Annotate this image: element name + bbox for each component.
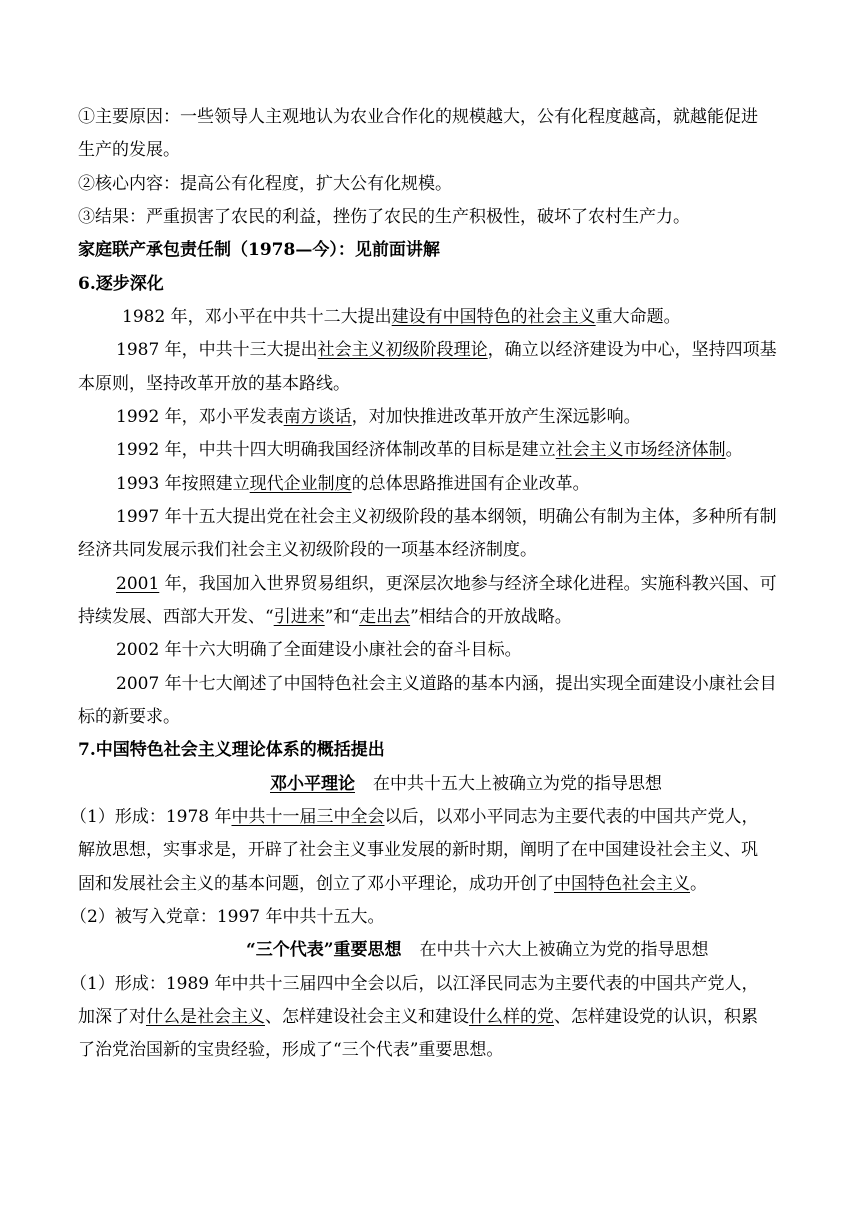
para-1992-southern-talks: 1992 年，邓小平发表南方谈话，对加快推进改革开放产生深远影响。 [116, 407, 641, 427]
three-represents-title: “三个代表”重要思想 [246, 940, 402, 960]
three-formation-line-3: 了治党治国新的宝贵经验，形成了“三个代表”重要思想。 [78, 1040, 504, 1060]
para-1997-line-1: 1997 年十五大提出党在社会主义初级阶段的基本纲领，明确公有制为主体，多种所有制 [116, 507, 777, 527]
underlined-term: 引进来 [273, 607, 325, 627]
deng-formation-line-2: 解放思想，实事求是，开辟了社会主义事业发展的新时期，阐明了在中国建设社会主义、巩 [78, 840, 758, 860]
underlined-term: 中共十一届三中全会 [231, 807, 385, 827]
para-1987-line-2: 本原则，坚持改革开放的基本路线。 [78, 374, 350, 394]
para-1992-14th-congress: 1992 年，中共十四大明确我国经济体制改革的目标是建立社会主义市场经济体制。 [116, 440, 743, 460]
para-2007-line-1: 2007 年十七大阐述了中国特色社会主义道路的基本内涵，提出实现全面建设小康社会目 [116, 674, 777, 694]
underlined-term: 南方谈话 [283, 407, 352, 427]
para-2007-line-2: 标的新要求。 [78, 707, 180, 727]
underlined-term: 社会主义市场经济体制 [555, 440, 726, 460]
deng-theory-title: 邓小平理论 [270, 774, 355, 794]
section-7-heading: 7.中国特色社会主义理论体系的概括提出 [78, 740, 385, 760]
three-represents-title-line [246, 938, 709, 962]
family-contract-heading: 家庭联产承包责任制（1978—今）：见前面讲解 [78, 240, 440, 260]
deng-written-into-constitution: （2）被写入党章：1997 年中共十五大。 [70, 907, 385, 927]
underlined-term: 建设有中国特色的社会主义 [391, 307, 596, 327]
three-represents-subtitle: 在中共十六大上被确立为党的指导思想 [419, 940, 709, 960]
underlined-term: 社会主义初级阶段理论 [317, 340, 488, 360]
three-formation-line-2: 加深了对什么是社会主义、怎样建设社会主义和建设什么样的党、怎样建设党的认识，积累 [78, 1007, 758, 1027]
section-6-heading: 6.逐步深化 [78, 274, 164, 294]
deng-formation-line-3: 固和发展社会主义的基本问题，创立了邓小平理论，成功开创了中国特色社会主义。 [78, 874, 707, 894]
underlined-term: 什么样的党 [469, 1007, 554, 1027]
para-1987-line-1: 1987 年，中共十三大提出社会主义初级阶段理论，确立以经济建设为中心，坚持四项基 [116, 340, 777, 360]
para-1997-line-2: 经济共同发展示我们社会主义初级阶段的一项基本经济制度。 [78, 540, 537, 560]
underlined-term: 中国特色社会主义 [554, 874, 690, 894]
cause-reason-line-2: 生产的发展。 [78, 140, 180, 160]
para-2002: 2002 年十六大明确了全面建设小康社会的奋斗目标。 [116, 640, 522, 660]
deng-theory-title-line [270, 772, 662, 796]
cause-result: ③结果：严重损害了农民的利益，挫伤了农民的生产积极性，破坏了农村生产力。 [78, 207, 690, 227]
para-1982: 1982 年，邓小平在中共十二大提出建设有中国特色的社会主义重大命题。 [122, 307, 681, 327]
cause-core: ②核心内容：提高公有化程度，扩大公有化规模。 [78, 174, 452, 194]
cause-reason-line-1: ①主要原因：一些领导人主观地认为农业合作化的规模越大，公有化程度越高，就越能促进 [78, 107, 758, 127]
deng-formation-line-1: （1）形成：1978 年中共十一届三中全会以后，以邓小平同志为主要代表的中国共产党人， [70, 807, 759, 827]
para-1993: 1993 年按照建立现代企业制度的总体思路推进国有企业改革。 [116, 474, 590, 494]
underlined-term: 2001 [116, 574, 160, 594]
deng-theory-subtitle: 在中共十五大上被确立为党的指导思想 [373, 774, 662, 794]
para-2001-line-2: 持续发展、西部大开发、“引进来”和“走出去”相结合的开放战略。 [78, 607, 572, 627]
underlined-term: 现代企业制度 [249, 474, 352, 494]
three-formation-line-1: （1）形成：1989 年中共十三届四中全会以后，以江泽民同志为主要代表的中国共产党人， [70, 974, 759, 994]
para-2001-line-1: 2001 年，我国加入世界贸易组织，更深层次地参与经济全球化进程。实施科教兴国、可 [116, 574, 777, 594]
underlined-term: 什么是社会主义 [146, 1007, 265, 1027]
underlined-term: 走出去 [359, 607, 411, 627]
